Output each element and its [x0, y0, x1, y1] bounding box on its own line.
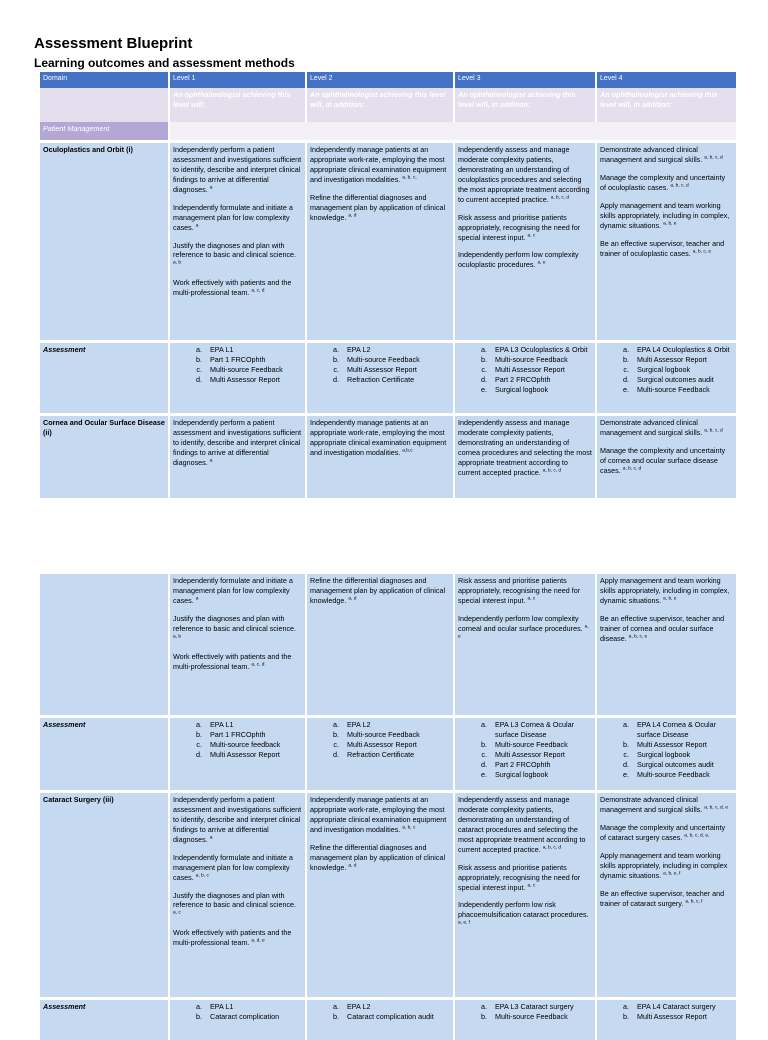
outcome-text: Justify the diagnoses and plan with reference to basic and clinical science. — [173, 890, 297, 910]
outcome-statement — [173, 652, 302, 672]
level-1-outcomes — [170, 574, 305, 715]
level-4-assessment — [597, 343, 736, 413]
domain-label: Oculoplastics and Orbit (i) — [40, 143, 168, 340]
outcome-statement — [458, 250, 592, 270]
assessment-method: a. EPA L1 — [204, 720, 302, 730]
domain-row-cornea — [40, 416, 736, 498]
outcome-reference: a, b, e — [663, 221, 677, 227]
outcome-reference: a, d — [348, 213, 357, 219]
level-2-assessment — [307, 718, 453, 790]
assessment-method: e. Surgical logbook — [489, 770, 592, 780]
outcome-reference: a, b, c, d — [704, 428, 723, 434]
outcome-reference: a, b, c, d — [704, 155, 723, 161]
assessment-method: b. Part 1 FRCOphth — [204, 730, 302, 740]
document-title: Assessment Blueprint — [34, 35, 193, 52]
outcome-reference: a,b,c — [402, 448, 413, 454]
outcome-text: Independently assess and manage moderate complexity patients, demonstrating an understanding of cataract procedures and selecting the most appropriate treatment according to current accepted practice. — [458, 795, 586, 854]
assessment-method-list — [173, 1002, 302, 1022]
header-level-3: Level 3 — [455, 72, 595, 88]
level-3-outcomes — [455, 574, 595, 715]
outcome-reference: a, d, e — [251, 938, 265, 944]
assessment-label: Assessment — [40, 718, 168, 790]
assessment-method: c. Multi Assessor Report — [489, 750, 592, 760]
outcome-statement — [600, 173, 733, 193]
assessment-method: d. Multi Assessor Report — [204, 375, 302, 385]
assessment-method-list — [310, 1002, 450, 1022]
outcome-text: Independently assess and manage moderate complexity patients, demonstrating an understanding of oculoplastics procedures and selecting the most appropriate treatment according to current accepted practice. — [458, 145, 590, 204]
level-4-outcomes — [597, 574, 736, 715]
assessment-method: d. Refraction Certificate — [341, 750, 450, 760]
assessment-method: b. Cataract complication audit — [341, 1012, 450, 1022]
assessment-method-list — [600, 345, 733, 395]
assessment-row-cataract — [40, 1000, 736, 1040]
assessment-method: c. Multi Assessor Report — [489, 365, 592, 375]
outcome-text: Risk assess and prioritise patients appropriately, recognising the need for special interest input. — [458, 212, 581, 242]
domain-row-cataract — [40, 793, 736, 997]
outcome-statement — [173, 576, 302, 606]
outcome-reference: a, b, e, f — [663, 871, 681, 877]
outcome-statement — [310, 795, 450, 835]
assessment-method: a. EPA L2 — [341, 1002, 450, 1012]
level-2-outcomes — [307, 574, 453, 715]
outcome-reference: a, b, e — [663, 596, 677, 602]
outcome-statement — [310, 576, 450, 606]
assessment-method: b. Multi-source Feedback — [489, 355, 592, 365]
level-1-outcomes — [170, 143, 305, 340]
outcome-reference: a, b, c, e — [628, 634, 648, 640]
blueprint-table-page-1 — [38, 72, 738, 498]
outcome-statement — [600, 795, 733, 815]
domain-label-blank — [40, 574, 168, 715]
assessment-method: a. EPA L4 Cornea & Ocular surface Disease — [631, 720, 733, 740]
outcome-text: Manage the complexity and uncertainty of cataract surgery cases. — [600, 822, 726, 842]
document-subtitle: Learning outcomes and assessment methods — [34, 56, 295, 70]
assessment-label: Assessment — [40, 1000, 168, 1040]
level-2-outcomes — [307, 416, 453, 498]
outcome-text: Independently manage patients at an appropriate work-rate, employing the most appropriate clinical examination equipment and investigation modalities. — [310, 145, 447, 184]
assessment-method: b. Multi-source Feedback — [489, 740, 592, 750]
level-4-outcomes — [597, 793, 736, 997]
level-4-outcomes — [597, 416, 736, 498]
outcome-reference: a, b, c, d — [622, 466, 642, 472]
outcome-text: Independently perform a patient assessment and investigations sufficient to identify, describe and interpret clinical findings to arrive at differential diagnoses. — [173, 418, 302, 467]
outcome-text: Independently perform a patient assessment and investigations sufficient to identify, describe and interpret clinical findings to arrive at differential diagnoses. — [173, 145, 302, 194]
assessment-method-list — [173, 720, 302, 760]
outcome-reference: a, b, c, d — [550, 195, 570, 201]
level-3-assessment — [455, 718, 595, 790]
outcome-statement — [458, 614, 592, 644]
outcome-text: Demonstrate advanced clinical management and surgical skills. — [600, 145, 703, 164]
assessment-method: a. EPA L3 Oculoplastics & Orbit — [489, 345, 592, 355]
outcome-reference: a, b, c, d, e, — [684, 833, 710, 839]
outcome-reference: a, e — [537, 260, 546, 266]
assessment-method: a. EPA L3 Cornea & Ocular surface Disease — [489, 720, 592, 740]
outcome-reference: a, e, f — [458, 920, 470, 926]
assessment-method: c. Multi Assessor Report — [341, 740, 450, 750]
outcome-statement — [600, 851, 733, 881]
outcome-text: Risk assess and prioritise patients appropriately, recognising the need for special interest input. — [458, 862, 581, 892]
outcome-statement — [173, 203, 302, 233]
assessment-row-oculoplastics — [40, 343, 736, 413]
outcome-statement — [173, 418, 302, 468]
assessment-method-list — [458, 345, 592, 395]
outcome-text: Independently perform low complexity corneal and ocular surface procedures. — [458, 613, 583, 633]
intro-level-1: An ophthalmologist achieving this level will: — [170, 88, 305, 122]
outcome-text: Independently formulate and initiate a management plan for low complexity cases. — [173, 202, 293, 232]
level-1-assessment — [170, 1000, 305, 1040]
domain-row-cornea-continued — [40, 574, 736, 715]
assessment-method-list — [458, 720, 592, 780]
level-4-assessment — [597, 718, 736, 790]
outcome-text: Refine the differential diagnoses and management plan by application of clinical knowledge. — [310, 576, 446, 605]
assessment-method: c. Multi Assessor Report — [341, 365, 450, 375]
outcome-reference: a, b — [173, 634, 182, 640]
outcome-text: Work effectively with patients and the multi-professional team. — [173, 928, 292, 948]
level-2-outcomes — [307, 793, 453, 997]
intro-level-3: An ophthalmologist achieving this level will, in addition: — [455, 88, 595, 122]
outcome-text: Be an effective supervisor, teacher and trainer of cornea and ocular surface disease. — [600, 613, 725, 643]
assessment-method: d. Surgical outcomes audit — [631, 760, 733, 770]
outcome-statement — [600, 145, 733, 165]
outcome-text: Independently perform low complexity oculoplastic procedures. — [458, 250, 579, 270]
level-3-outcomes — [455, 143, 595, 340]
level-1-outcomes — [170, 793, 305, 997]
outcome-reference: a, b, c — [402, 825, 416, 831]
outcome-text: Justify the diagnoses and plan with reference to basic and clinical science. — [173, 240, 297, 260]
outcome-reference: a, b, c, — [402, 175, 417, 181]
assessment-method: d. Surgical outcomes audit — [631, 375, 733, 385]
outcome-text: Risk assess and prioritise patients appropriately, recognising the need for special interest input. — [458, 576, 581, 605]
outcome-text: Be an effective supervisor, teacher and trainer of oculoplastic cases. — [600, 238, 725, 258]
header-row — [40, 72, 736, 88]
assessment-row-cornea — [40, 718, 736, 790]
outcome-reference: a, b, c, f — [685, 899, 703, 905]
outcome-statement — [600, 201, 733, 231]
assessment-method-list — [310, 720, 450, 760]
outcome-statement — [600, 446, 733, 476]
outcome-statement — [173, 928, 302, 948]
outcome-statement — [310, 418, 450, 458]
outcome-reference: a, b — [173, 260, 182, 266]
outcome-reference: a, c, d — [251, 288, 265, 294]
domain-label: Cataract Surgery (iii) — [40, 793, 168, 997]
assessment-method: a. EPA L2 — [341, 720, 450, 730]
assessment-method: d. Part 2 FRCOphth — [489, 760, 592, 770]
outcome-statement — [310, 145, 450, 185]
assessment-method-list — [458, 1002, 592, 1022]
level-2-assessment — [307, 1000, 453, 1040]
header-level-2: Level 2 — [307, 72, 453, 88]
assessment-method: b. Multi-source Feedback — [341, 730, 450, 740]
outcome-statement — [173, 795, 302, 845]
outcome-text: Apply management and team working skills appropriately, including in complex, dynamic situations. — [600, 200, 730, 230]
outcome-statement — [458, 213, 592, 243]
outcome-reference: a — [195, 223, 199, 229]
assessment-method-list — [600, 720, 733, 780]
outcome-reference: a, b, c, d — [542, 468, 562, 474]
assessment-method: b. Multi Assessor Report — [631, 740, 733, 750]
outcome-statement — [173, 614, 302, 644]
assessment-method: a. EPA L4 Oculoplastics & Orbit — [631, 345, 733, 355]
outcome-statement — [458, 900, 592, 930]
domain-label: Cornea and Ocular Surface Disease (ii) — [40, 416, 168, 498]
outcome-text: Work effectively with patients and the multi-professional team. — [173, 651, 292, 671]
assessment-method: e. Surgical logbook — [489, 385, 592, 395]
intro-blank — [40, 88, 168, 122]
outcome-reference: a — [195, 596, 199, 602]
outcome-text: Independently formulate and initiate a management plan for low complexity cases. — [173, 576, 293, 605]
section-row — [40, 122, 736, 140]
outcome-reference: a, c — [527, 233, 536, 239]
outcome-reference: a, b, c, d, e — [704, 805, 729, 811]
assessment-method-list — [173, 345, 302, 385]
outcome-statement — [600, 576, 733, 606]
assessment-method: a. EPA L4 Cataract surgery — [631, 1002, 733, 1012]
outcome-statement — [600, 239, 733, 259]
outcome-reference: a, d — [348, 596, 357, 602]
level-1-outcomes — [170, 416, 305, 498]
outcome-text: Independently assess and manage moderate complexity patients, demonstrating an understanding of cornea procedures and selecting the most appropriate treatment according to current accepted practice. — [458, 418, 592, 477]
outcome-text: Independently perform low risk phacoemulsification cataract procedures. — [458, 900, 589, 920]
outcome-statement — [600, 889, 733, 909]
outcome-text: Demonstrate advanced clinical management and surgical skills. — [600, 795, 703, 814]
level-4-outcomes — [597, 143, 736, 340]
header-level-4: Level 4 — [597, 72, 736, 88]
outcome-reference: a — [209, 185, 213, 191]
section-fill — [170, 122, 736, 140]
assessment-method: e. Multi-source Feedback — [631, 385, 733, 395]
level-1-assessment — [170, 343, 305, 413]
level-intro-row — [40, 88, 736, 122]
outcome-text: Refine the differential diagnoses and management plan by application of clinical knowledge. — [310, 192, 446, 222]
outcome-statement — [173, 145, 302, 195]
outcome-statement — [458, 418, 592, 478]
assessment-method: b. Multi-source Feedback — [489, 1012, 592, 1022]
assessment-method-list — [600, 1002, 733, 1022]
domain-row-oculoplastics — [40, 143, 736, 340]
assessment-method: a. EPA L1 — [204, 345, 302, 355]
outcome-text: Be an effective supervisor, teacher and trainer of cataract surgery. — [600, 888, 725, 908]
outcome-reference: a, b, c, e — [692, 249, 712, 255]
level-3-outcomes — [455, 416, 595, 498]
outcome-statement — [600, 823, 733, 843]
assessment-method: a. EPA L3 Cataract surgery — [489, 1002, 592, 1012]
assessment-method: c. Surgical logbook — [631, 750, 733, 760]
outcome-statement — [458, 145, 592, 205]
level-2-outcomes — [307, 143, 453, 340]
outcome-statement — [600, 418, 733, 438]
level-4-assessment — [597, 1000, 736, 1040]
assessment-method: e. Multi-source Feedback — [631, 770, 733, 780]
outcome-text: Apply management and team working skills appropriately, including in complex dynamic situations. — [600, 850, 728, 880]
outcome-statement — [310, 843, 450, 873]
level-1-assessment — [170, 718, 305, 790]
outcome-statement — [173, 891, 302, 921]
outcome-reference: a, c — [173, 910, 181, 916]
header-level-1: Level 1 — [170, 72, 305, 88]
outcome-text: Work effectively with patients and the multi-professional team. — [173, 278, 292, 298]
outcome-text: Demonstrate advanced clinical management and surgical skills. — [600, 418, 703, 437]
outcome-reference: a, c — [527, 883, 536, 889]
outcome-statement — [458, 863, 592, 893]
intro-level-4: An ophthalmologist achieving this level will, in addition: — [597, 88, 736, 122]
assessment-method: b. Multi-source Feedback — [341, 355, 450, 365]
assessment-method: c. Multi-source Feedback — [204, 365, 302, 375]
header-domain: Domain — [40, 72, 168, 88]
assessment-method: d. Multi Assessor Report — [204, 750, 302, 760]
outcome-text: Independently manage patients at an appropriate work-rate, employing the most appropriate clinical examination equipment and investigation modalities. — [310, 418, 447, 457]
outcome-reference: a, b, c — [195, 873, 209, 879]
assessment-label: Assessment — [40, 343, 168, 413]
outcome-statement — [173, 853, 302, 883]
assessment-method: d. Part 2 FRCOphth — [489, 375, 592, 385]
level-3-assessment — [455, 343, 595, 413]
intro-level-2: An ophthalmologist achieving this level will, in addition: — [307, 88, 453, 122]
outcome-statement — [458, 795, 592, 855]
outcome-text: Refine the differential diagnoses and management plan by application of clinical knowledge. — [310, 842, 446, 872]
assessment-method: d. Refraction Certificate — [341, 375, 450, 385]
assessment-method: a. EPA L2 — [341, 345, 450, 355]
level-3-assessment — [455, 1000, 595, 1040]
outcome-reference: a, c, d — [251, 662, 265, 668]
outcome-statement — [600, 614, 733, 644]
outcome-reference: a, b, c, d — [670, 183, 689, 189]
assessment-method: b. Part 1 FRCOphth — [204, 355, 302, 365]
section-label: Patient Management — [40, 122, 168, 140]
outcome-text: Independently manage patients at an appropriate work-rate, employing the most appropriate clinical examination equipment and investigation modalities. — [310, 795, 447, 834]
outcome-reference: a, d — [348, 863, 357, 869]
assessment-method: c. Surgical logbook — [631, 365, 733, 375]
outcome-statement — [173, 241, 302, 271]
outcome-reference: a — [209, 835, 213, 841]
outcome-text: Justify the diagnoses and plan with reference to basic and clinical science. — [173, 613, 297, 633]
blueprint-table-page-2 — [38, 574, 738, 1040]
outcome-reference: a — [209, 458, 213, 464]
assessment-method-list — [310, 345, 450, 385]
outcome-statement — [173, 278, 302, 298]
outcome-reference: a, b, c, d — [542, 845, 562, 851]
outcome-text: Manage the complexity and uncertainty of oculoplastic cases. — [600, 172, 726, 192]
assessment-method: c. Multi-source feedback — [204, 740, 302, 750]
outcome-text: Independently perform a patient assessment and investigations sufficient to identify, describe and interpret clinical findings to arrive at differential diagnoses. — [173, 795, 302, 844]
outcome-statement — [458, 576, 592, 606]
outcome-statement — [310, 193, 450, 223]
level-2-assessment — [307, 343, 453, 413]
assessment-method: b. Multi Assessor Report — [631, 1012, 733, 1022]
outcome-text: Manage the complexity and uncertainty of cornea and ocular surface disease cases. — [600, 445, 726, 475]
assessment-method: a. EPA L1 — [204, 1002, 302, 1012]
outcome-text: Independently formulate and initiate a management plan for low complexity cases. — [173, 852, 293, 882]
outcome-reference: a, c — [527, 596, 536, 602]
assessment-method: b. Cataract complication — [204, 1012, 302, 1022]
assessment-method: b. Multi Assessor Report — [631, 355, 733, 365]
outcome-reference: a, e — [458, 624, 589, 640]
level-3-outcomes — [455, 793, 595, 997]
outcome-text: Apply management and team working skills appropriately, including in complex, dynamic situations. — [600, 576, 730, 605]
